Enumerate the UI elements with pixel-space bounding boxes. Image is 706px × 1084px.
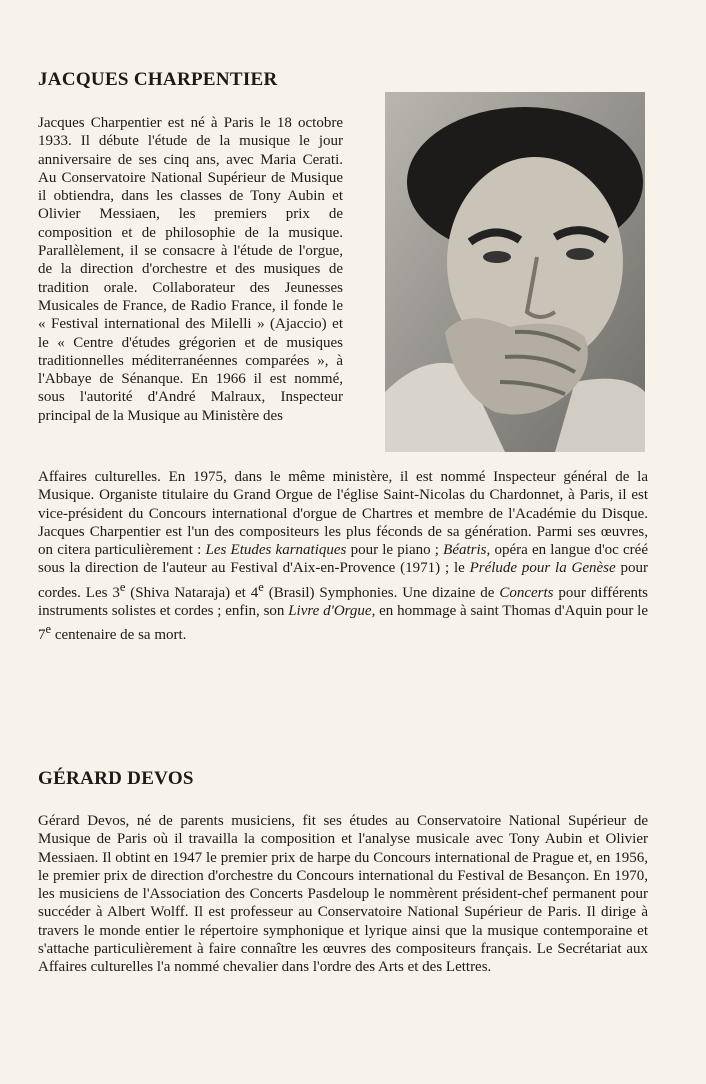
watermark (0, 644, 7, 709)
text-run: centenaire de sa mort. (51, 627, 187, 644)
text-run: Affaires culturelles. En 1975, dans le même ministère, il est nommé Inspecteur général de la Musique. Organiste titulaire du Grand Orgue de l'église Saint-Nicolas du Chardonnet, à Paris, il est vice-président du Concours international d'orgue de Chartres et membre de l'Académie du Disque. Jacques Charpentier est l'un des compositeurs les plus féconds de sa génération. Parmi ses œuvres, on citera particulièrement : (38, 469, 648, 559)
text-run: opéra en langue d'oc créé sous la direction de l'auteur au Festival d'Aix-en-Provence (1971) ; le (38, 542, 648, 577)
biography-devos-text: Gérard Devos, né de parents musiciens, fit ses études au Conservatoire National Supérieur de Musique de Paris où il travailla la composition et l'analyse musicale avec Tony Aubin et Olivier Messiaen. Il obtint en 1947 le premier prix de harpe du Concours international de Prague et, en 1956, le premier prix de direction d'orchestre du Concours international du Festival de Besançon. En 1970, les musiciens de l'Association des Concerts Pasdeloup le nommèrent président-chef permanent pour succéder à Albert Wolff. Il est professeur au Conservatoire National Supérieur de Paris. Il dirige à travers le monde entier le répertoire symphonique et lyrique ainsi que la musique contemporaine et s'attache particulièrement à faire connaître les œuvres des compositeurs français. Le Secrétariat aux Affaires culturelles l'a nommé chevalier dans l'ordre des Arts et des Lettres. (38, 813, 648, 976)
text-run: pour cordes. Les 3 (38, 560, 648, 601)
portrait-photo (385, 92, 645, 452)
biography-column-text: Jacques Charpentier est né à Paris le 18 octobre 1933. Il débute l'étude de la musique le jour anniversaire de ses cinq ans, avec Maria Cerati. Au Conservatoire National Supérieur de Musique il obtiendra, dans les classes de Tony Aubin et Olivier Messiaen, les premiers prix de composition et de philosophie de la musique. Parallèlement, il se consacre à l'étude de l'orgue, de la direction d'orchestre et des musiques de tradition orale. Collaborateur des Jeunesses Musicales de France, de Radio France, il fonde le « Festival international des Milelli » (Ajaccio) et le « Centre d'études grégorien et de musiques traditionnelles méditerranéennes comparées », à l'Abbaye de Sénanque. En 1966 il est nommé, sous l'autorité d'André Malraux, Inspecteur principal de la Musique au Ministère des (38, 115, 343, 424)
ordinal-suffix: e (258, 579, 264, 594)
portrait-illustration (385, 92, 645, 452)
work-title: Livre d'Orgue, (288, 603, 376, 620)
section-heading-charpentier: JACQUES CHARPENTIER (38, 69, 278, 90)
work-title: Concerts (499, 584, 554, 601)
text-run: (Brasil) Symphonies. Une dizaine de (263, 584, 500, 601)
text-run: (Shiva Nataraja) et 4 (125, 584, 259, 601)
ordinal-suffix: e (119, 579, 126, 594)
work-title: Les Etudes karnatiques (205, 542, 347, 559)
ordinal-suffix: e (45, 622, 52, 637)
text-run: pour différents instruments solistes et cordes ; enfin, son (38, 584, 649, 620)
biography-full-text (38, 468, 648, 645)
text-run: pour le piano ; (346, 542, 444, 559)
work-title: Prélude pour la Genèse (469, 560, 616, 577)
section-heading-devos: GÉRARD DEVOS (38, 768, 194, 789)
text-run: en hommage à saint Thomas d'Aquin pour le 7 (38, 603, 648, 644)
work-title: Béatris, (443, 542, 491, 559)
